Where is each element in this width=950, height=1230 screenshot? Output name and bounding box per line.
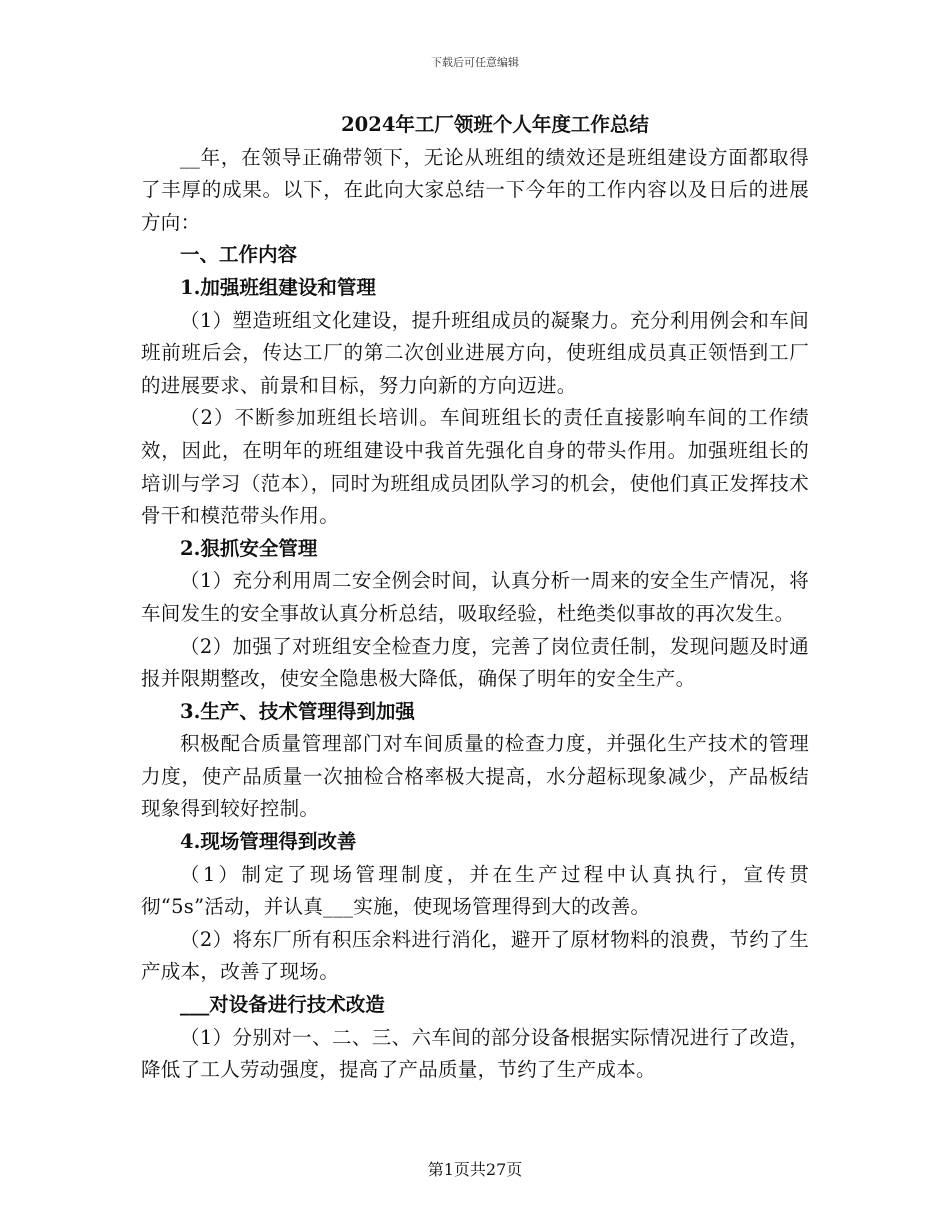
heading-site-management: 4.现场管理得到改善 bbox=[180, 830, 357, 854]
document-title: 2024年工厂领班个人年度工作总结 bbox=[341, 113, 649, 136]
paragraph-intro: __年，在领导正确带领下，无论从班组的绩效还是班组建设方面都取得了丰厚的成果。以下，在此向大家总结一下今年的工作内容以及日后的进展方向： bbox=[141, 145, 809, 234]
document-body bbox=[141, 109, 809, 1087]
paragraph-safety-meeting: （1）充分利用周二安全例会时间，认真分析一周来的安全生产情况，将车间发生的安全事故认真分析总结，吸取经验，杜绝类似事故的再次发生。 bbox=[141, 569, 809, 625]
paragraph-equipment-renovation: （1）分别对一、二、三、六车间的部分设备根据实际情况进行了改造，降低了工人劳动强度，提高了产品质量，节约了生产成本。 bbox=[141, 1025, 809, 1082]
paragraph-quality-control: 积极配合质量管理部门对车间质量的检查力度，并强化生产技术的管理力度，使产品质量一次抽检合格率极大提高，水分超标现象减少，产品板结现象得到较好控制。 bbox=[141, 732, 809, 821]
page-header-note: 下载后可任意编辑 bbox=[431, 56, 519, 69]
heading-safety-management: 2.狠抓安全管理 bbox=[180, 536, 318, 560]
paragraph-surplus-materials: （2）将东厂所有积压余料进行消化，避开了原材物料的浪费，节约了生产成本，改善了现场。 bbox=[141, 927, 809, 984]
page-number: 第1页共27页 bbox=[427, 1160, 523, 1179]
paragraph-team-culture: （1）塑造班组文化建设，提升班组成员的凝聚力。充分利用例会和车间班前班后会，传达工厂的第二次创业进展方向，使班组成员真正领悟到工厂的进展要求、前景和目标，努力向新的方向迈进。 bbox=[141, 308, 809, 397]
heading-work-content: 一、工作内容 bbox=[180, 243, 298, 267]
heading-equipment-upgrade: ___对设备进行技术改造 bbox=[180, 993, 385, 1017]
paragraph-site-rules: （1）制定了现场管理制度，并在生产过程中认真执行，宣传贯彻“5s”活动，并认真___实施，使现场管理得到大的改善。 bbox=[141, 862, 809, 919]
heading-team-building: 1.加强班组建设和管理 bbox=[180, 275, 376, 299]
paragraph-leader-training: （2）不断参加班组长培训。车间班组长的责任直接影响车间的工作绩效，因此，在明年的班组建设中我首先强化自身的带头作用。加强班组长的培训与学习（范本），同时为班组成员团队学习的机会，使他们真正发挥技术骨干和模范带头作用。 bbox=[141, 406, 809, 528]
heading-production-technology: 3.生产、技术管理得到加强 bbox=[180, 699, 415, 723]
paragraph-safety-inspection: （2）加强了对班组安全检查力度，完善了岗位责任制，发现问题及时通报并限期整改，使安全隐患极大降低，确保了明年的安全生产。 bbox=[141, 634, 809, 691]
